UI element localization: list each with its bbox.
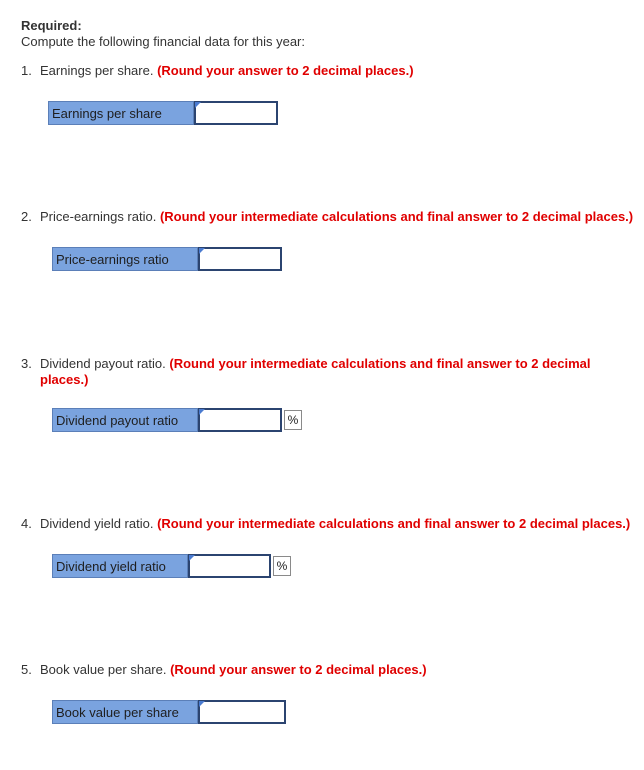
percent-sign: % [273,556,291,576]
book-value-per-share-input[interactable] [200,702,284,722]
question-1 [21,63,414,79]
question-4 [21,516,630,532]
price-earnings-ratio-label: Price-earnings ratio [52,247,198,271]
required-heading: Required: [21,18,82,33]
dividend-payout-ratio-label: Dividend payout ratio [52,408,198,432]
question-instruction: (Round your answer to 2 decimal places.) [157,63,414,78]
question-3 [21,356,621,388]
answer-row-1 [48,101,278,125]
question-number: 4. [21,516,32,531]
answer-row-4 [52,554,291,578]
answer-row-3 [52,408,302,432]
input-marker-icon [199,409,205,415]
question-number: 5. [21,662,32,677]
dividend-yield-ratio-input[interactable] [190,556,269,576]
price-earnings-ratio-input-cell [198,247,282,271]
question-number: 2. [21,209,32,224]
dividend-yield-ratio-input-cell [188,554,271,578]
book-value-per-share-input-cell [198,700,286,724]
earnings-per-share-input[interactable] [196,103,276,123]
earnings-per-share-input-cell [194,101,278,125]
answer-row-5 [52,700,286,724]
question-text: Dividend yield ratio. [40,516,154,531]
dividend-yield-ratio-label: Dividend yield ratio [52,554,188,578]
question-instruction: (Round your intermediate calculations and final answer to 2 decimal places.) [159,209,634,224]
question-text: Price-earnings ratio. [40,209,157,224]
question-instruction-continued: places.) [40,372,89,387]
price-earnings-ratio-input[interactable] [200,249,280,269]
question-text: Book value per share. [40,662,167,677]
question-number: 1. [21,63,32,78]
question-5 [21,662,427,678]
question-text: Dividend payout ratio. [40,356,166,371]
earnings-per-share-label: Earnings per share [48,101,194,125]
question-number: 3. [21,356,32,371]
percent-sign: % [284,410,302,430]
input-marker-icon [199,701,205,707]
question-instruction: (Round your intermediate calculations and final answer to 2 decimal places.) [157,516,631,531]
input-marker-icon [189,555,195,561]
input-marker-icon [199,248,205,254]
question-2 [21,209,633,225]
dividend-payout-ratio-input[interactable] [200,410,280,430]
answer-row-2 [52,247,282,271]
question-instruction: (Round your intermediate calculations and final answer to 2 decimal [169,356,591,371]
book-value-per-share-label: Book value per share [52,700,198,724]
question-instruction: (Round your answer to 2 decimal places.) [170,662,427,677]
dividend-payout-ratio-input-cell [198,408,282,432]
question-text: Earnings per share. [40,63,154,78]
instruction-text: Compute the following financial data for this year: [21,34,305,49]
input-marker-icon [195,102,201,108]
